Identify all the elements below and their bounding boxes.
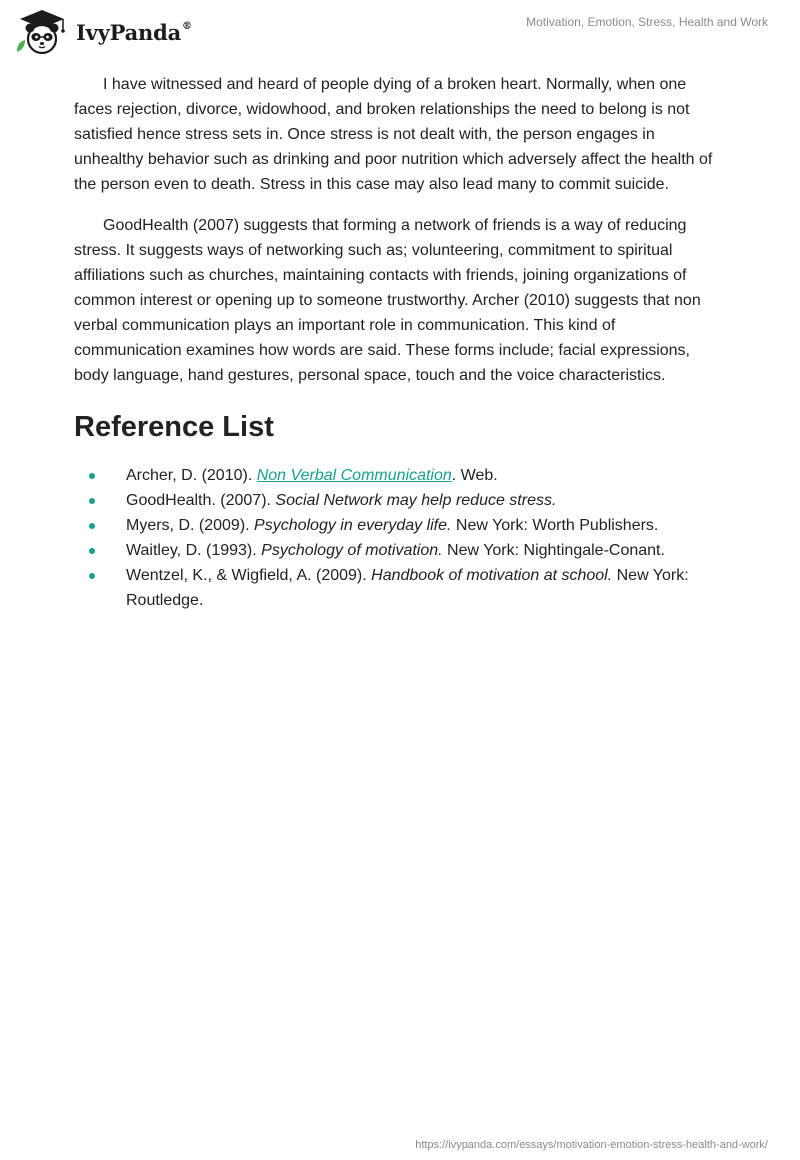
document-title: Motivation, Emotion, Stress, Health and Work [526, 15, 768, 29]
page-header [0, 0, 800, 60]
reference-title: Psychology of motivation. [261, 542, 443, 559]
reference-item [74, 563, 726, 613]
reference-item [74, 538, 726, 563]
body-paragraph: I have witnessed and heard of people dying of a broken heart. Normally, when one faces rejection, divorce, widowhood, and broken relationships the need to belong is not satisfied hence stress sets in. Once stress is not dealt with, the person engages in unhealthy behavior such as drinking and poor nutrition which adversely affect the health of the person even to death. Stress in this case may also lead many to commit suicide. [74, 76, 713, 193]
reference-author-year: Waitley, D. (1993). [126, 542, 262, 559]
bullet-icon [89, 573, 95, 579]
reference-suffix: . Web. [451, 467, 498, 484]
site-logo[interactable] [14, 8, 192, 54]
reference-title: Social Network may help reduce stress. [275, 492, 557, 509]
body-paragraph: GoodHealth (2007) suggests that forming a network of friends is a way of reducing stress. It suggests ways of networking such as; volunteering, commitment to spiritual affiliations such as churches, maintaining contacts with friends, joining organizations of common interest or opening up to someone trustworthy. Archer (2010) suggests that non verbal communication plays an important role in communication. This kind of communication examines how words are said. These forms include; facial expressions, body language, hand gestures, personal space, touch and the voice characteristics. [74, 217, 701, 384]
reference-author-year: GoodHealth. (2007). [126, 492, 276, 509]
bullet-icon [89, 473, 95, 479]
reference-link[interactable]: Non Verbal Communication [256, 467, 452, 484]
bullet-icon [89, 523, 95, 529]
reference-item [74, 488, 726, 513]
reference-suffix: New York: Worth Publishers. [451, 517, 659, 534]
reference-author-year: Archer, D. (2010). [126, 467, 257, 484]
panda-graduate-icon [14, 8, 70, 54]
registered-mark: ® [182, 20, 192, 32]
reference-list-heading: Reference List [74, 411, 274, 443]
reference-item [74, 463, 726, 488]
bullet-icon [89, 548, 95, 554]
bullet-icon [89, 498, 95, 504]
reference-author-year: Wentzel, K., & Wigfield, A. (2009). [126, 567, 372, 584]
footer-source-url[interactable]: https://ivypanda.com/essays/motivation-emotion-stress-health-and-work/ [415, 1139, 768, 1151]
essay-content [74, 72, 726, 613]
reference-title: Psychology in everyday life. [254, 517, 452, 534]
reference-author-year: Myers, D. (2009). [126, 517, 255, 534]
reference-title: Handbook of motivation at school. [371, 567, 613, 584]
reference-suffix: New York: Routledge. [126, 567, 689, 609]
brand-name: IvyPanda® [76, 19, 192, 45]
reference-suffix: New York: Nightingale-Conant. [442, 542, 665, 559]
reference-list [74, 463, 726, 613]
reference-item [74, 513, 726, 538]
